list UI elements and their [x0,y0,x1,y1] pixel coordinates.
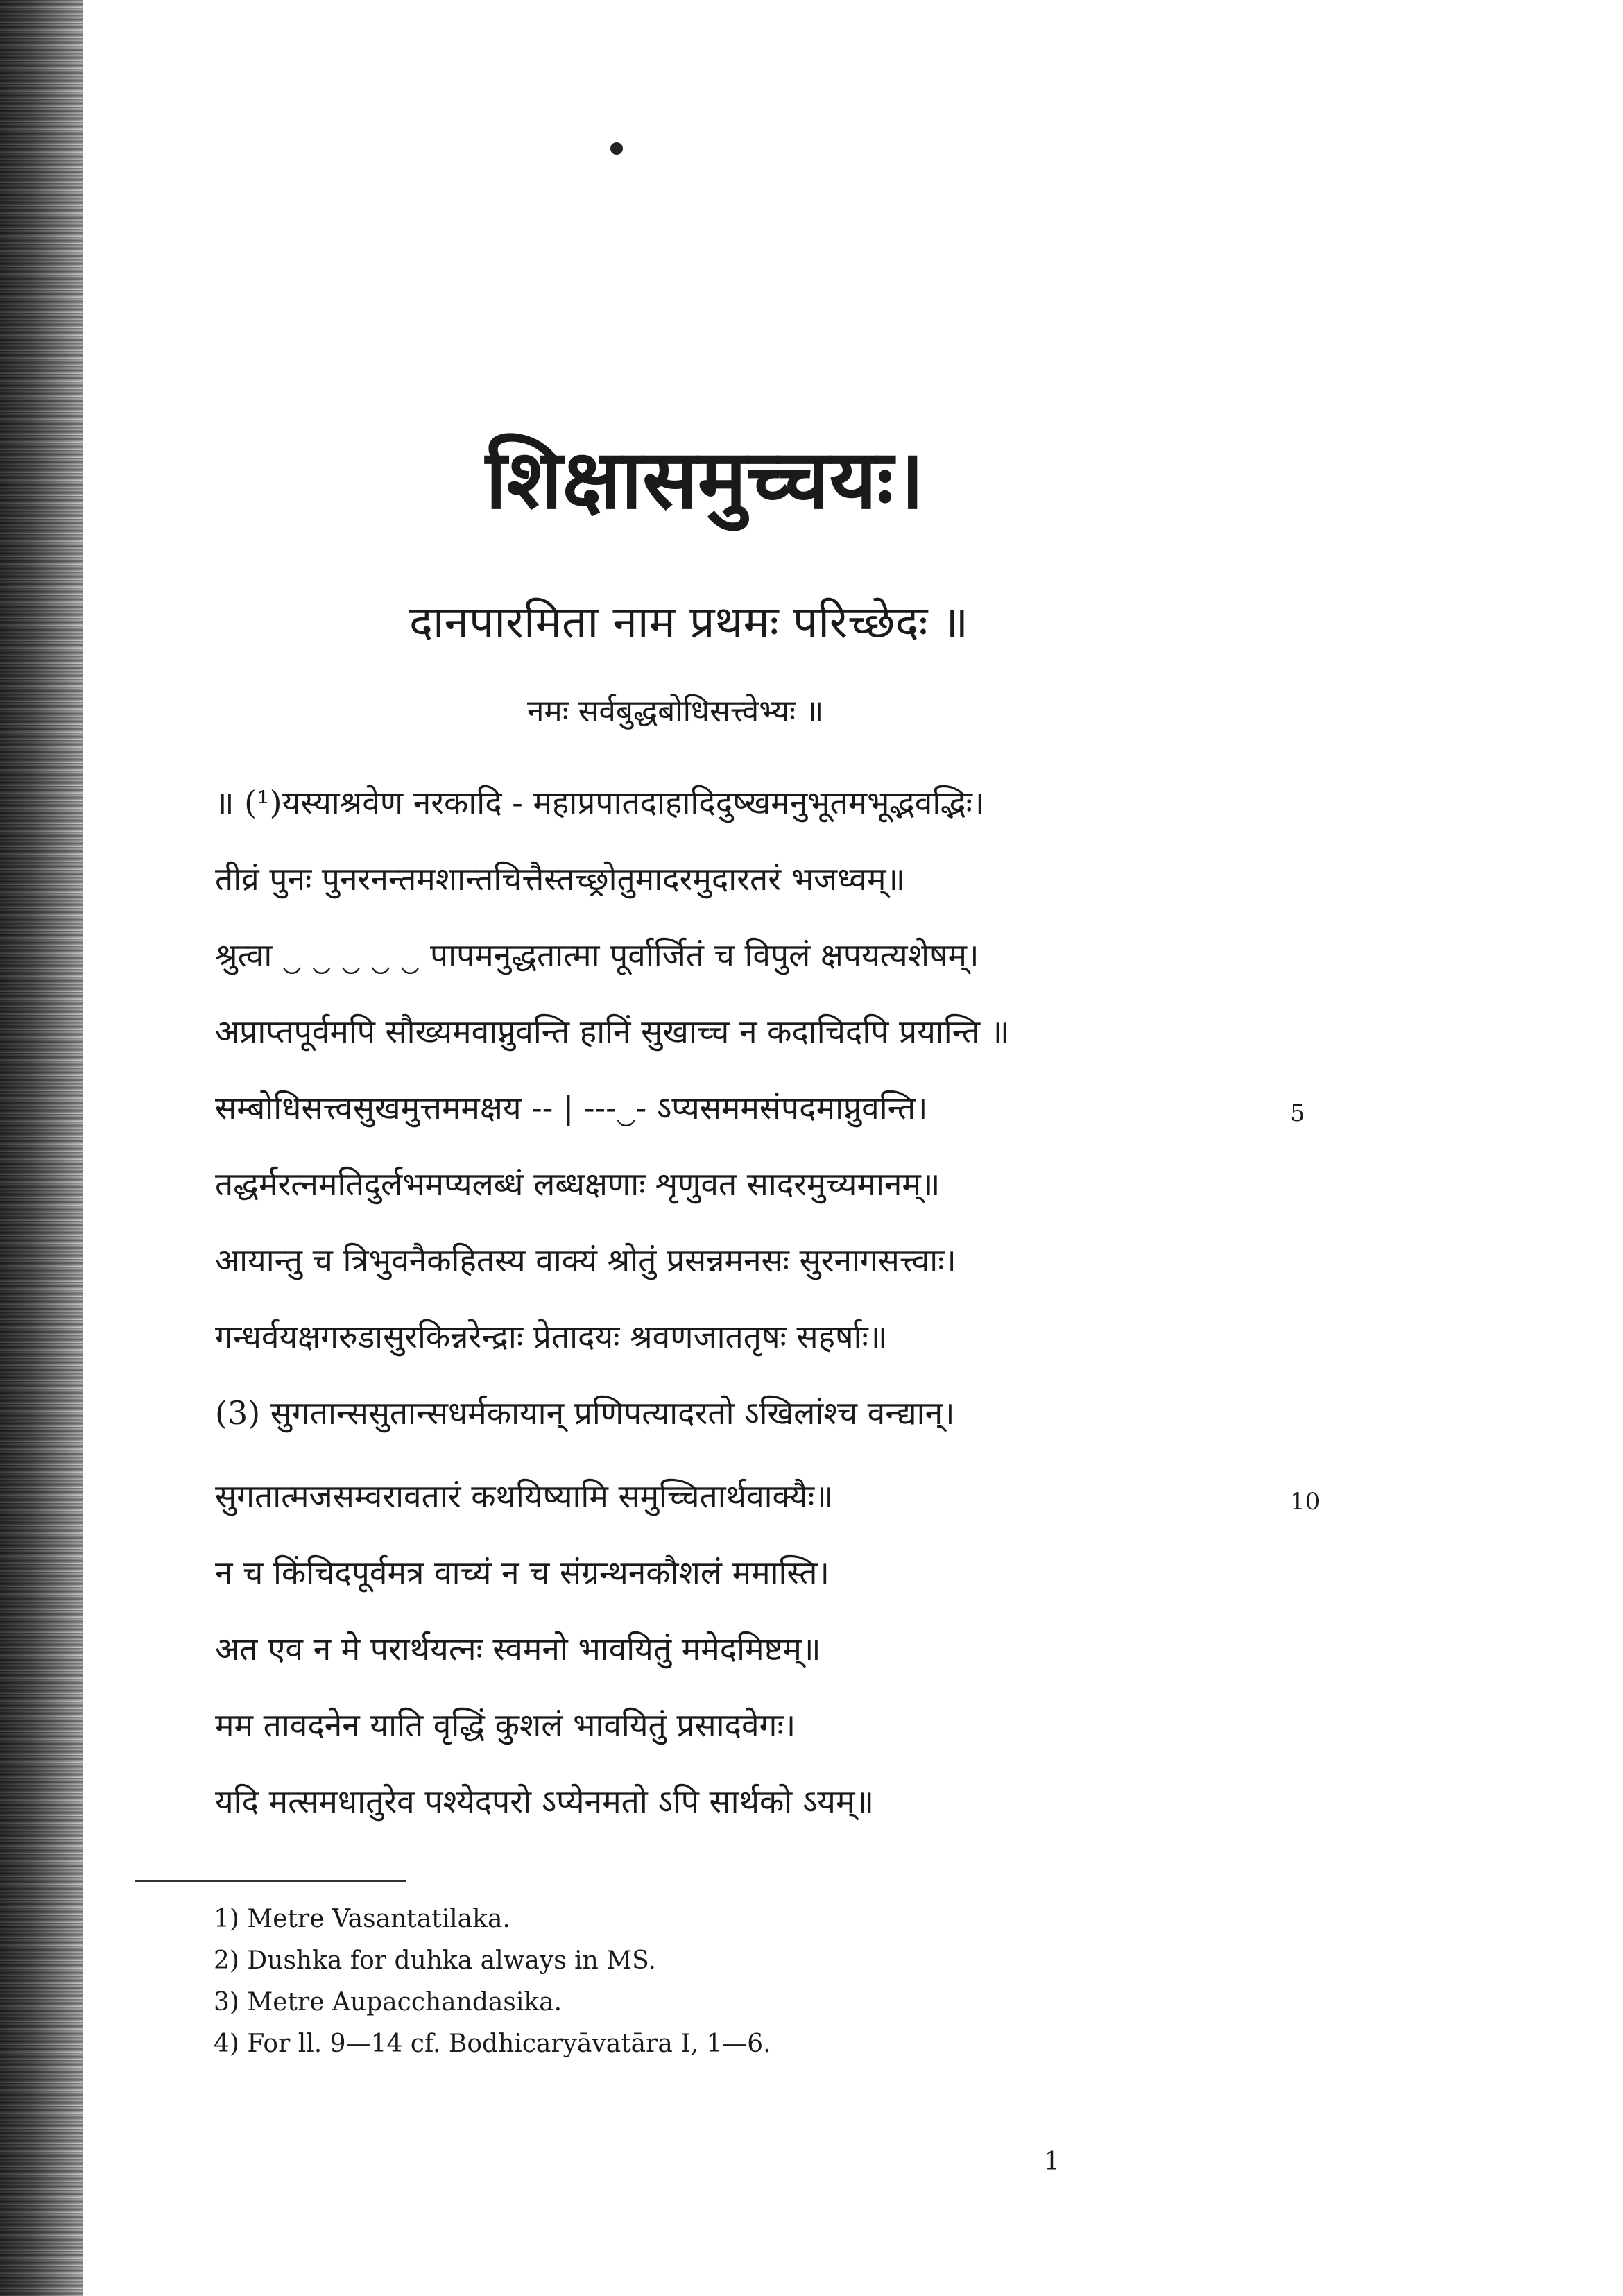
verse-line-13: मम तावदनेन याति वृद्धिं कुशलं भावयितुं प्रसादवेगः। [215,1706,796,1744]
page-number: 1 [1044,2148,1060,2176]
verse-line-8: गन्धर्वयक्षगरुडासुरकिन्नरेन्द्राः प्रेतादयः श्रवणजाततृषः सहर्षाः॥ [215,1318,888,1355]
invocation: नमः सर्वबुद्धबोधिसत्त्वेभ्यः ॥ [527,694,824,729]
verse-line-6: तद्धर्मरत्नमतिदुर्लभमप्यलब्धं लब्धक्षणाः शृणुवत सादरमुच्यमानम्॥ [215,1165,941,1203]
verse-line-2: तीव्रं पुनः पुनरनन्तमशान्तचित्तैस्तच्छ्रोतुमादरमुदारतरं भजध्वम्॥ [215,860,906,898]
verse-line-12: अत एव न मे परार्थयत्नः स्वमनो भावयितुं ममेदमिष्टम्॥ [215,1630,821,1668]
footnote-3: 3) Metre Aupacchandasika. [214,1988,563,2016]
line-number-5: 5 [1290,1099,1305,1127]
verse-line-7: आयान्तु च त्रिभुवनैकहितस्य वाक्यं श्रोतुं प्रसन्नमनसः सुरनागसत्त्वाः। [215,1242,956,1279]
verse-line-9: (3) सुगतान्ससुतान्सधर्मकायान् प्रणिपत्यादरतो ऽखिलांश्च वन्द्यान्। [215,1394,955,1432]
verse-line-1: ॥ (¹)यस्याश्रवेण नरकादि - महाप्रपातदाहादिदुष्खमनुभूतमभूद्भवद्भिः। [215,784,985,821]
verse-line-4: अप्राप्तपूर्वमपि सौख्यमवाप्नुवन्ति हानिं सुखाच्च न कदाचिदपि प्रयान्ति ॥ [215,1013,1010,1050]
verse-line-11: न च किंचिदपूर्वमत्र वाच्यं न च संग्रन्थनकौशलं ममास्ति। [215,1554,830,1591]
footnote-4: 4) For ll. 9—14 cf. Bodhicaryāvatāra I, 1—6. [214,2030,771,2058]
verse-line-3: श्रुत्वा ‿ ‿ ‿ ‿ ‿ पापमनुद्धतात्मा पूर्वार्जितं च विपुलं क्षपयत्यशेषम्। [215,936,979,974]
scan-binding-shadow [0,0,83,2296]
verse-line-14: यदि मत्समधातुरेव पश्येदपरो ऽप्येनमतो ऽपि सार्थको ऽयम्॥ [215,1783,875,1820]
verse-line-10: सुगतात्मजसम्वरावतारं कथयिष्यामि समुच्चितार्थवाक्यैः॥ [215,1477,834,1515]
line-number-10: 10 [1290,1488,1321,1516]
ink-speck [610,142,623,155]
chapter-heading: दानपारमिता नाम प्रथमः परिच्छेदः ॥ [409,597,969,649]
footnote-2: 2) Dushka for duhka always in MS. [214,1946,656,1975]
page-title: शिक्षासमुच्चयः। [486,431,925,527]
footnote-divider [135,1880,406,1882]
footnote-1: 1) Metre Vasantatilaka. [214,1905,510,1933]
verse-line-5: सम्बोधिसत्त्वसुखमुत्तममक्षय -- | ---‿- ऽप्यसममसंपदमाप्नुवन्ति। [215,1089,928,1126]
